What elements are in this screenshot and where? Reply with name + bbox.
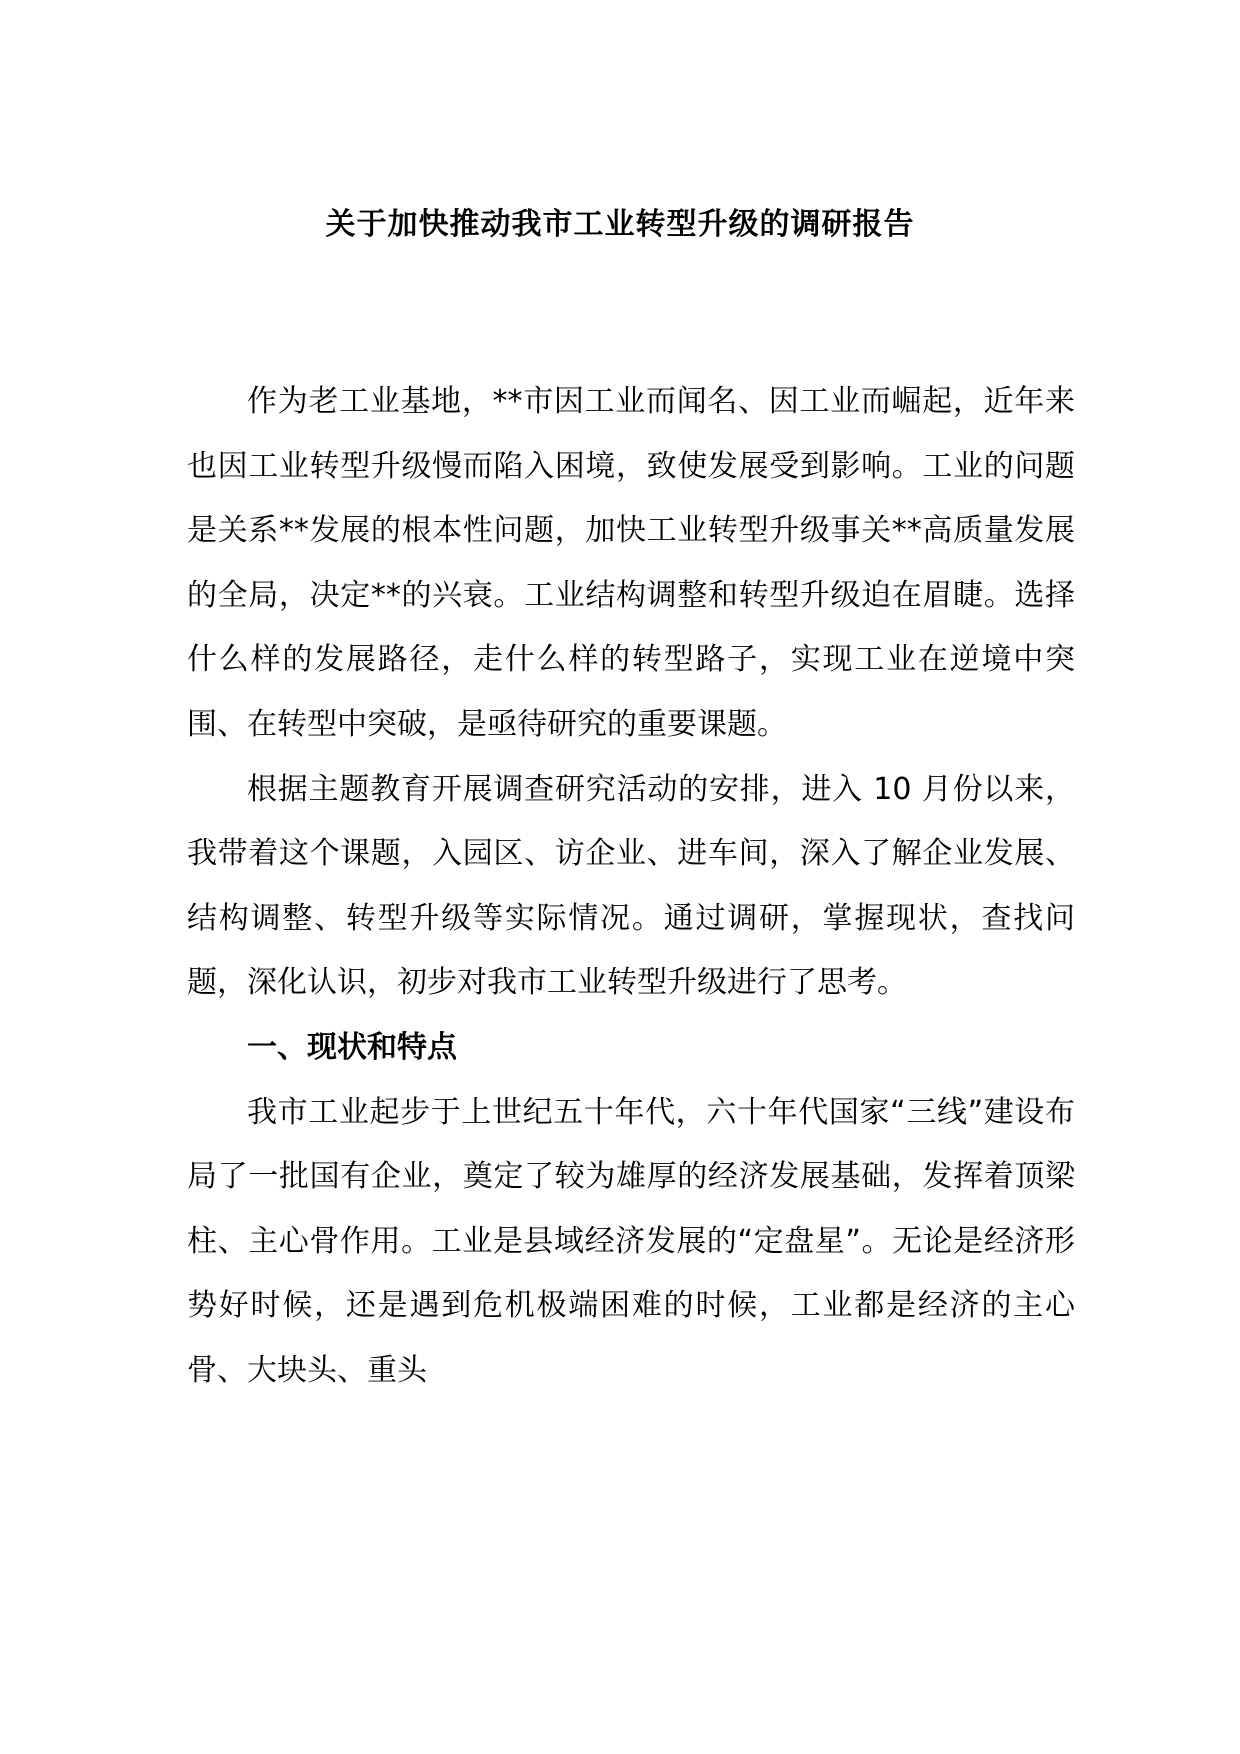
- section-heading: 一、现状和特点: [247, 1029, 457, 1065]
- paragraph-status: 我市工业起步于上世纪五十年代，六十年代国家“三线”建设布局了一批国有企业，奠定了较为雄厚的经济发展基础，发挥着顶梁柱、主心骨作用。工业是县域经济发展的“定盘星”。无论是经济形势好时候，还是遇到危机极端困难的时候，工业都是经济的主心骨、大块头、重头: [187, 1094, 1075, 1388]
- document-title: 关于加快推动我市工业转型升级的调研报告: [325, 207, 915, 242]
- paragraph-intro: 作为老工业基地，**市因工业而闻名、因工业而崛起，近年来也因工业转型升级慢而陷入困境，致使发展受到影响。工业的问题是关系**发展的根本性问题，加快工业转型升级事关**高质量发展的全局，决定**的兴衰。工业结构调整和转型升级迫在眉睫。选择什么样的发展路径，走什么样的转型路子，实现工业在逆境中突围、在转型中突破，是亟待研究的重要课题。: [187, 384, 1075, 742]
- document-body: [187, 370, 1075, 1404]
- paragraph-research: 根据主题教育开展调查研究活动的安排，进入 10 月份以来，我带着这个课题，入园区、访企业、进车间，深入了解企业发展、结构调整、转型升级等实际情况。通过调研，掌握现状，查找问题，深化认识，初步对我市工业转型升级进行了思考。: [187, 771, 1075, 1001]
